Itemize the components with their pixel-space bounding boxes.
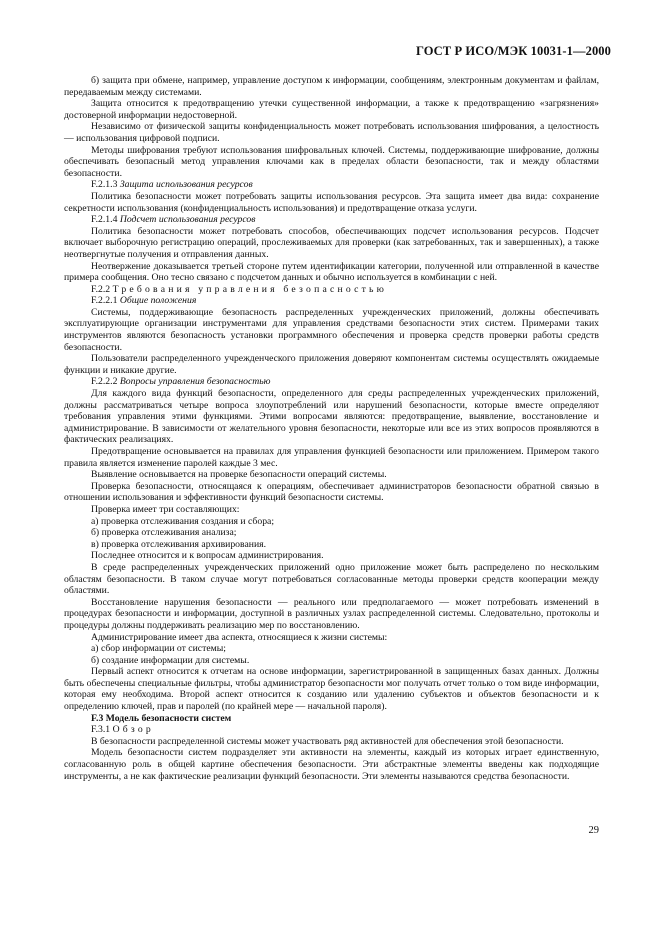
subsection-heading	[64, 214, 599, 226]
list-item: б) проверка отслеживания анализа;	[91, 527, 237, 539]
paragraph: Первый аспект относится к отчетам на основе информации, зарегистрированной в защищенных базах данных. Должны быть обеспечены специальные фильтры, чтобы администратор безопасности мог получать отчет только о том виде информации, которая ему необходима. Второй аспект относится к созданию или удалению субъектов и объектов безопасности и к определению ключей, прав и паролей (по крайней мере — начальной пароля).	[64, 666, 599, 713]
section-title: Защита использования ресурсов	[119, 179, 253, 191]
paragraph: Системы, поддерживающие безопасность распределенных учрежденческих приложений, должны обеспечивать эксплуатирующие организации инструментами для управления средствами безопасности этих систем. Примерами таких инструментов являются безопасность установки программного обеспечения и проверка средств проверки работы средств безопасности.	[64, 306, 599, 353]
paragraph: Методы шифрования требуют использования шифровальных ключей. Системы, поддерживающие шифрование, должны обеспечивать безопасный метод управления ключами как в пределах области безопасности, так и между областями безопасности.	[64, 144, 599, 179]
section-number: F.2.1.3	[91, 179, 118, 191]
paragraph: Политика безопасности может потребовать защиты использования ресурсов. Эта защита имеет два вида: сохранение секретности использования (конфиденциальность использования) и предотвращение отказа услуги.	[64, 190, 599, 214]
subsection-heading	[64, 295, 599, 307]
section-title: Вопросы управления безопасностью	[119, 376, 271, 388]
paragraph: б) защита при обмене, например, управление доступом к информации, сообщениям, электронным документам и файлам, передаваемым между системами.	[64, 75, 599, 98]
subsection-heading	[64, 376, 599, 388]
section-number: F.2.2.1	[91, 295, 118, 307]
paragraph: Модель безопасности систем подразделяет эти активности на элементы, каждый из которых играет единственную, согласованную роль в общей картине обеспечения безопасности. Эти абстрактные элементы введены как подходящие инструменты, а не как фактические реализации функций безопасности. Эти элементы называются средства безопасности.	[64, 747, 599, 782]
standard-header: ГОСТ Р ИСО/МЭК 10031-1—2000	[415, 44, 611, 58]
paragraph: В среде распределенных учрежденческих приложений одно приложение может быть распределено по нескольким областям безопасности. В таком случае могут потребоваться согласованные методы проверки средств кооперации между областями.	[64, 561, 599, 597]
paragraph: Защита относится к предотвращению утечки существенной информации, а также к предотвращению «загрязнения» достоверной информации недостоверной.	[64, 98, 599, 121]
paragraph: В безопасности распределенной системы может участвовать ряд активностей для обеспечения этой безопасности.	[91, 735, 564, 747]
paragraph: Пользователи распределенного учрежденческого приложения доверяют компонентам системы осуществлять ожидаемые функции и никакие другие.	[64, 353, 599, 376]
list-item: в) проверка отслеживания архивирования.	[91, 538, 267, 550]
section-number: F.3.1	[91, 724, 111, 736]
paragraph: Восстановление нарушения безопасности — реального или предполагаемого — может потребовать изменений в процедурах безопасности и информации, доступной в различных узлах распределенной системы. Следовательно, протоколы и процедуры должны поддерживать реализацию мер по восстановлению.	[64, 596, 599, 631]
page-body	[64, 75, 599, 782]
section-title: Модель безопасности систем	[105, 712, 232, 724]
section-heading	[64, 713, 599, 725]
section-number: F.2.1.4	[91, 214, 118, 226]
section-number: F.2.2.2	[91, 376, 118, 388]
section-title: Подсчет использования ресурсов	[119, 214, 256, 226]
paragraph: Неотвержение доказывается третьей стороне путем идентификации категории, полученной или отправленной в качестве примера сообщения. Оно тесно связано с подсчетом данных и обычно используется в комбинации с ней.	[64, 260, 599, 284]
paragraph: Проверка безопасности, относящаяся к операциям, обеспечивает администраторов безопасности обратной связью в отношении использования и эффективности функций безопасности системы.	[64, 480, 599, 504]
section-title: Общие положения	[119, 295, 197, 307]
list-item: а) проверка отслеживания создания и сбора;	[91, 515, 275, 527]
section-title: Обзор	[112, 724, 154, 736]
paragraph: Администрирование имеет два аспекта, относящиеся к жизни системы:	[91, 631, 388, 643]
section-number: F.3	[91, 712, 104, 724]
list-item: б) создание информации для системы.	[91, 654, 250, 666]
paragraph: Политика безопасности может потребовать способов, обеспечивающих подсчет использования ресурсов. Подсчет включает выборочную регистрацию операций, прослеживаемых для проверки (как затребованных, так и завершенных), а также неотвергнутые получения и отправления данных.	[64, 225, 599, 260]
page-number: 29	[588, 825, 599, 836]
section-number: F.2.2	[91, 283, 111, 295]
subsection-heading	[64, 724, 599, 736]
section-heading	[64, 284, 599, 296]
paragraph: Для каждого вида функций безопасности, определенного для среды распределенных учрежденческих приложений, должны рассматриваться четыре вопроса злоупотреблений или нарушений безопасности, которые вместе определяют требования управления этими функциями. Этими вопросами являются: предотвращение, выявление, восстановление и администрирование. В зависимости от желательного уровня безопасности, некоторые или все из этих вопросов проявляются в фактических реализациях.	[64, 388, 599, 446]
list-item: а) сбор информации от системы;	[91, 643, 226, 655]
paragraph: Независимо от физической защиты конфиденциальность может потребовать использования шифрования, а целостность — использования цифровой подписи.	[64, 121, 599, 144]
paragraph: Выявление основывается на проверке безопасности операций системы.	[91, 469, 387, 481]
paragraph: Предотвращение основывается на правилах для управления функцией безопасности или приложением. Примером такого правила является изменение паролей каждые 3 мес.	[64, 446, 599, 469]
paragraph: Последнее относится и к вопросам администрирования.	[91, 550, 324, 562]
subsection-heading	[64, 179, 599, 191]
paragraph: Проверка имеет три составляющих:	[91, 503, 240, 515]
section-title: Требования управления безопасностью	[112, 283, 388, 295]
